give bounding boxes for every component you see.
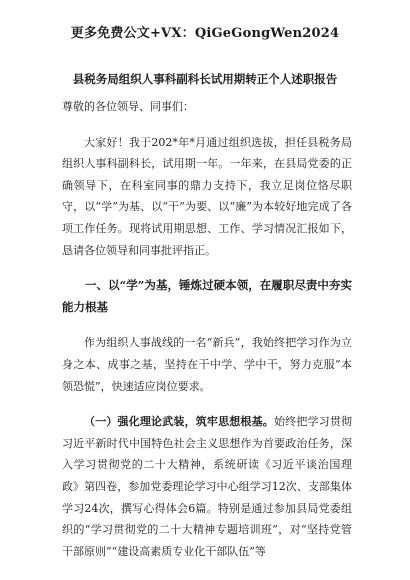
subsection-1-heading: （一）强化理论武装，筑牢思想根基。 xyxy=(84,415,274,429)
subsection-1-text: 始终把学习贯彻习近平新时代中国特色社会主义思想作为首要政治任务，深入学习贯彻党的二十大精神，系统研读《习近平谈治国理政》第四卷，参加党委理论学习中心组学习12次、支部集体学习24次，撰写心得体会6篇。特别是通过参加县局党委组织的“学习贯彻党的二十大精神专题培训班”，对“坚持党管干部原则”“建设高素质专业化干部队伍”等 xyxy=(62,415,353,558)
document-body xyxy=(62,96,352,562)
section-heading-1: 一、以“学”为基，锤炼过硬本领，在履职尽责中夯实能力根基 xyxy=(62,278,352,314)
document-title: 县税务局组织人事科副科长试用期转正个人述职报告 xyxy=(72,72,338,86)
paragraph-section-1: 作为组织人事战线的一名“新兵”，我始终把学习作为立身之本、成事之基，坚持在干中学、学中干，努力克服“本领恐慌”，快速适应岗位要求。 xyxy=(62,336,352,393)
paragraph-intro: 大家好！我于202*年*月通过组织选拔，担任县税务局组织人事科副科长，试用期一年。一年来，在县局党委的正确领导下，在科室同事的鼎力支持下，我立足岗位恪尽职守，以“学”为基、以“干”为要、以“廉”为本较好地完成了各项工作任务。现将试用期思想、工作、学习情况汇报如下，恳请各位领导和同事批评指正。 xyxy=(62,135,352,257)
promo-header: 更多免费公文+VX：QiGeGongWen2024 xyxy=(70,26,340,41)
paragraph-subsection-1 xyxy=(62,411,352,562)
salutation: 尊敬的各位领导、同事们： xyxy=(62,100,194,113)
